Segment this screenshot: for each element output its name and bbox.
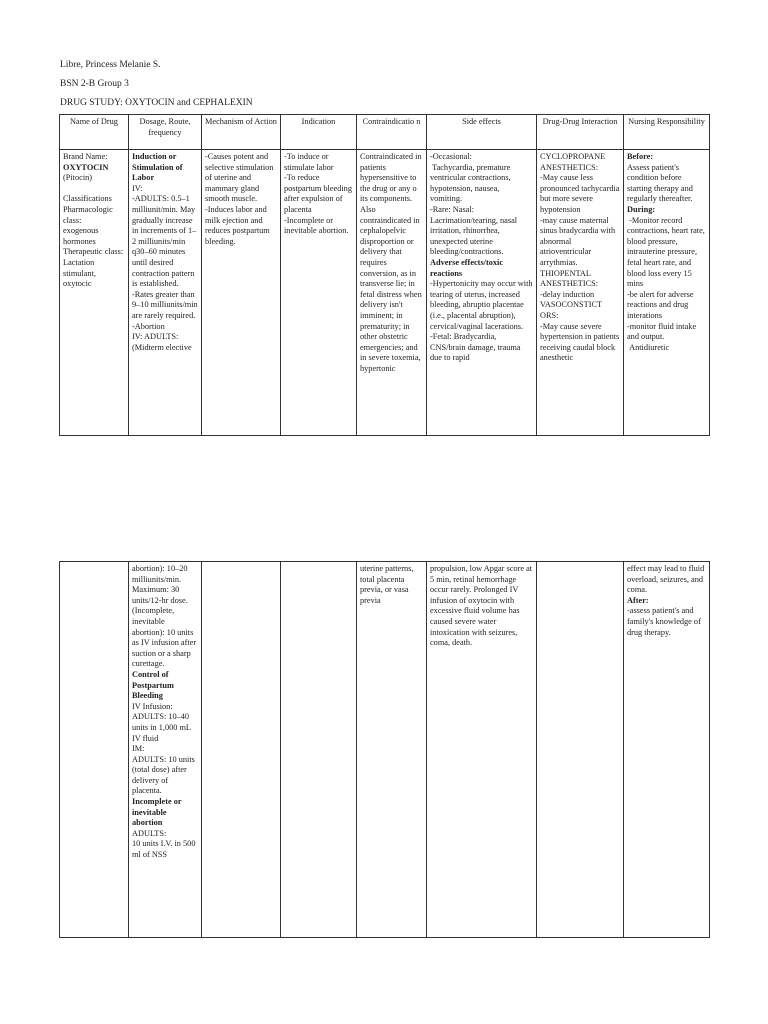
cell-text: -Fetal: Bradycardia, CNS/brain damage, trauma due to rapid (430, 332, 523, 363)
cell-text: -Causes potent and selective stimulation of uterine and mammary gland smooth muscle. (205, 152, 276, 204)
cell-text: Antidiuretic (627, 342, 670, 352)
drug-study-table-page1 (59, 114, 710, 436)
col-header-side-effects: Side effects (427, 115, 537, 150)
cell-text: exogenous hormones (63, 226, 101, 246)
cell-text: -To induce or stimulate labor (284, 152, 334, 172)
cell-text: -May cause severe hypertension in patients receiving caudal block anesthetic (540, 321, 622, 363)
col-header-dosage: Dosage, Route, frequency (129, 115, 202, 150)
cell-text: Assess patient's condition before starting therapy and regularly thereafter. (627, 162, 695, 204)
cell-heading: Before: (627, 152, 654, 161)
cell-text: ADULTS: (132, 828, 167, 838)
cell-text: -Abortion (132, 321, 165, 331)
cell-text: -Occasional: (430, 152, 472, 161)
cell-text (63, 184, 125, 195)
mechanism-cell (202, 150, 281, 436)
cell-text: -Hypertonicity may occur with tearing of uterus, increased bleeding, abruptio placentae (i.e., placental abruption), cervical/vaginal lacerations. (430, 279, 535, 331)
cell-text: VASOCONSTICT ORS: (540, 300, 605, 320)
name-of-drug-cell (60, 150, 129, 436)
contraindication-cell (357, 150, 427, 436)
cell-heading: Control of Postpartum Bleeding (132, 669, 177, 701)
dosage-cell (129, 562, 202, 938)
nursing-responsibility-cell (624, 562, 710, 938)
cell-text: uterine patterns, total placenta previa, or vasa previa (360, 564, 416, 605)
cell-text: abortion): 10–20 milliunits/min. Maximum: 30 units/12-hr dose. (Incomplete, inevitable abortion): 10 units as IV infusion after suction or a sharp curettage. (132, 564, 199, 669)
cell-text: effect may lead to fluid overload, seizures, and coma. (627, 564, 707, 595)
cell-text: Also contraindicated in cephalopelvic disproportion or delivery that requires conversion, as in transverse lie; in fetal distress when delivery isn't imminent; in prematurity; in other obstetric emergencies; and in severe toxemia, hypertonic (360, 204, 424, 373)
cell-text: ADULTS: 10 units (total dose) after delivery of placenta. (132, 754, 197, 796)
cell-text: -monitor fluid intake and output. (627, 321, 699, 342)
cell-text: Contraindicated in patients hypersensitive to the drug or any o its components. (360, 152, 424, 204)
cell-text: -May cause less pronounced tachycardia but more severe hypotension (540, 173, 622, 214)
cell-heading: Induction or Stimulation of Labor (132, 152, 185, 183)
cell-text: -ADULTS: 0.5–1 milliunit/min. May gradually increase in increments of 1–2 milliunits/min q30–60 minutes until desired contraction pattern is established. (132, 194, 198, 289)
dosage-cell (129, 150, 202, 436)
col-header-mechanism: Mechanism of Action (202, 115, 281, 150)
cell-text: ADULTS: 10–40 units in 1,000 mL IV fluid (132, 712, 193, 743)
cell-text: Lactation stimulant, oxytocic (63, 257, 99, 289)
cell-text: Tachycardia, premature ventricular contractions, hypotension, nausea, vomiting. (430, 162, 513, 204)
table-row (60, 150, 710, 436)
cell-text: propulsion, low Apgar score at 5 min, retinal hemorrhage occur rarely. Prolonged IV infusion of oxytocin with excessive fluid volume has caused severe water intoxication with seizures, coma, death. (430, 564, 535, 648)
side-effects-cell (427, 150, 537, 436)
col-header-contraindication: Contraindicatio n (357, 115, 427, 150)
drug-interaction-cell (537, 150, 624, 436)
cell-text: IV: (132, 183, 143, 193)
col-header-indication: Indication (281, 115, 357, 150)
cell-heading: After: (627, 595, 649, 605)
cell-text: -be alert for adverse reactions and drug interations (627, 289, 696, 320)
indication-cell (281, 562, 357, 938)
cell-heading: Incomplete or inevitable abortion (132, 797, 184, 828)
cell-text: IV Infusion: (132, 701, 173, 711)
name-of-drug-cell (60, 562, 129, 938)
cell-text: Therapeutic class: (63, 247, 124, 257)
cell-text: -To reduce postpartum bleeding after expulsion of placenta (284, 173, 355, 214)
student-name: Libre, Princess Melanie S. (60, 60, 161, 70)
cell-text: Pharmacologic class: (63, 204, 115, 225)
drug-interaction-cell (537, 562, 624, 938)
drug-study-table-page2 (59, 561, 710, 938)
cell-text: -Rare: Nasal: Lacrimation/tearing, nasal irritation, rhinorrhea, unexpected uterine bleeding/contractions. (430, 204, 520, 257)
contraindication-cell (357, 562, 427, 938)
cell-text: -Incomplete or inevitable abortion. (284, 215, 349, 236)
cell-text: -assess patient's and family's knowledge of drug therapy. (627, 606, 703, 637)
cell-text: Classifications (63, 194, 112, 204)
cell-text: -Rates greater than 9–10 milliunits/min are rarely required. (132, 289, 200, 320)
cell-text: 10 units I.V. in 500 ml of NSS (132, 839, 198, 860)
table-row (60, 562, 710, 938)
cell-heading: Adverse effects/toxic reactions (430, 257, 506, 278)
cell-text: -Induces labor and milk ejection and reduces postpartum bleeding. (205, 204, 272, 246)
mechanism-cell (202, 562, 281, 938)
col-header-drug-interaction: Drug-Drug Interaction (537, 115, 624, 150)
side-effects-cell (427, 562, 537, 938)
cell-text: Brand Name: (63, 152, 108, 161)
cell-text: (Pitocin) (63, 173, 93, 183)
cell-text: IM: (132, 744, 145, 754)
cell-heading: OXYTOCIN (63, 162, 109, 172)
cell-text: -Monitor record contractions, heart rate, blood pressure, intrauterine pressure, fetal heart rate, and blood loss every 15 mins (627, 215, 707, 289)
cell-text: THIOPENTAL ANESTHETICS: (540, 268, 599, 289)
cell-text: -delay induction (540, 289, 595, 299)
col-header-nursing-responsibility: Nursing Responsibility (624, 115, 710, 150)
cell-text: CYCLOPROPANE ANESTHETICS: (540, 152, 607, 172)
col-header-name-of-drug: Name of Drug (60, 115, 129, 150)
cell-text: IV: ADULTS: (Midterm elective (132, 332, 192, 352)
cell-heading: During: (627, 204, 656, 214)
indication-cell (281, 150, 357, 436)
document-title: DRUG STUDY: OXYTOCIN and CEPHALEXIN (60, 98, 253, 108)
section-group: BSN 2-B Group 3 (60, 79, 129, 89)
cell-text: -may cause maternal sinus bradycardia with abnormal atrioventricular arrythmias. (540, 215, 618, 267)
nursing-responsibility-cell (624, 150, 710, 436)
table-header-row (60, 115, 710, 150)
